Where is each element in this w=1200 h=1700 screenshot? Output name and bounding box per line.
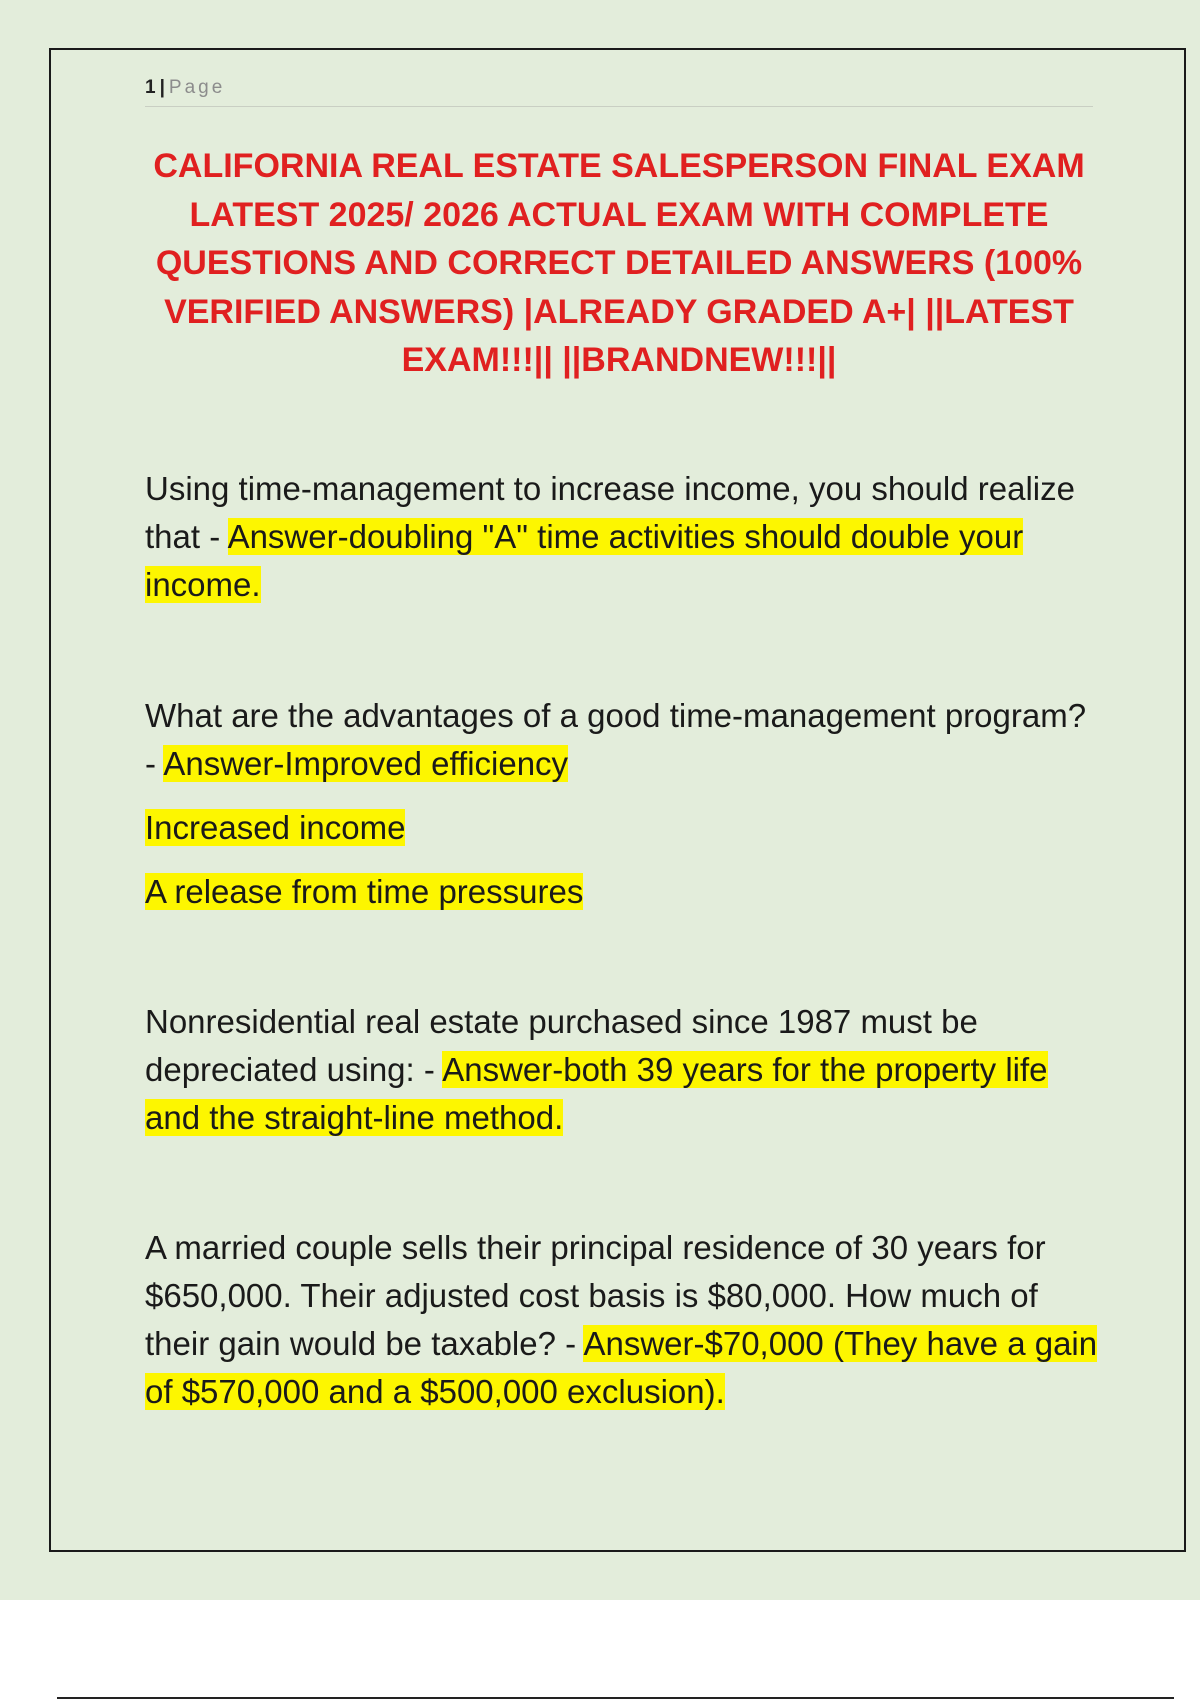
answer-line [145, 868, 1105, 916]
question-text: A married couple sells their principal residence of 30 years for $650,000. Their adjusted cost basis is $80,000. How much of their gain would be taxable? - [145, 1229, 1046, 1362]
document-title: CALIFORNIA REAL ESTATE SALESPERSON FINAL EXAM LATEST 2025/ 2026 ACTUAL EXAM WITH COMPLETE QUESTIONS AND CORRECT DETAILED ANSWERS (100% VERIFIED ANSWERS) |ALREADY GRADED A+| ||LATEST EXAM!!!|| ||BRANDNEW!!!|| [153, 147, 1085, 379]
qa-paragraph [145, 465, 1105, 609]
page-separator: | [159, 77, 165, 98]
qa-paragraph [145, 998, 1105, 1142]
page-word: Page [168, 77, 226, 98]
qa-item [145, 1224, 1105, 1416]
page-header [145, 76, 1093, 107]
qa-paragraph [145, 692, 1105, 788]
answer-text: A release from time pressures [145, 873, 584, 910]
qa-item [145, 465, 1105, 609]
footer-divider [57, 1697, 1174, 1699]
answer-line [145, 804, 1105, 852]
answer-text: Answer-$70,000 (They have a gain of $570,000 and a $500,000 exclusion). [145, 1325, 1098, 1410]
answer-text: Answer-doubling "A" time activities should double your income. [145, 518, 1024, 603]
answer-text: Increased income [145, 809, 406, 846]
answer-text: Answer-Improved efficiency [163, 745, 569, 782]
page-number: 1 [145, 77, 156, 98]
qa-item [145, 998, 1105, 1142]
question-text: Nonresidential real estate purchased since 1987 must be depreciated using: - [145, 1003, 978, 1088]
question-text: Using time-management to increase income, you should realize that - [145, 470, 1075, 555]
question-text: What are the advantages of a good time-management program? - [145, 697, 1087, 782]
answer-text: Answer-both 39 years for the property life and the straight-line method. [145, 1051, 1048, 1136]
qa-item [145, 692, 1105, 916]
qa-paragraph [145, 1224, 1105, 1416]
